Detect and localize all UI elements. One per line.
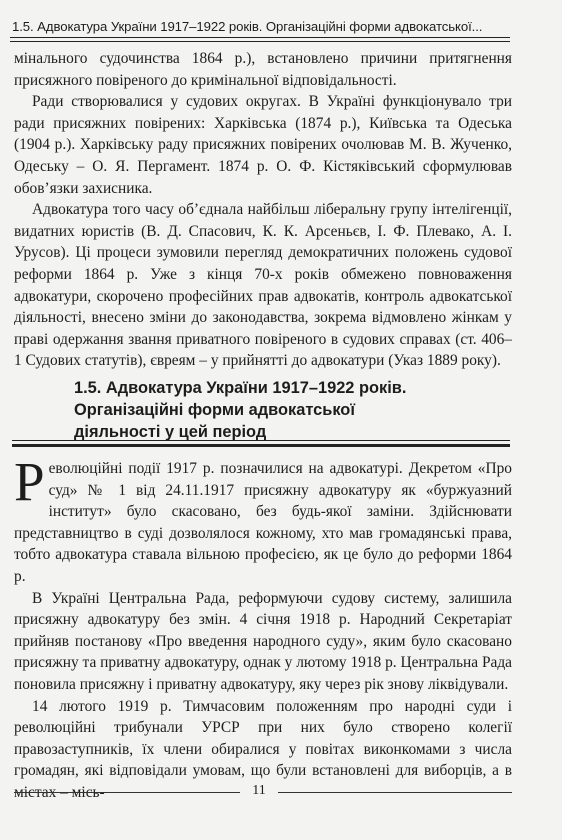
footer-rule-right [278,792,512,793]
drop-cap: Р [14,451,45,512]
paragraph-text: еволюційні події 1917 р. позначилися на адвокатурі. Декретом «Про суд» № 1 від 24.11.1917 присяжну адвокатуру як «буржуазний інститут» було скасовано, без будь-якої заміни. Здійснювати представництво в суді дозволялося кожному, хто мав громадянські права, тобто адвокатура ставала вільною професією, як це було до реформи 1864 р. [14,460,512,585]
running-head: 1.5. Адвокатура України 1917–1922 років. Організаційні форми адвокатської... [12,19,483,34]
paragraph-with-drop-cap [14,451,512,588]
top-text-block [14,48,512,372]
paragraph: Адвокатура того часу об’єднала найбільш ліберальну групу інтелігенції, видатних юристів (В. Д. Спасович, К. К. Арсеньєв, І. Ф. Плевако, А. І. Урусов). Ці процеси зумовили перегляд демократичних положень судової реформи 1864 р. Уже з кінця 70-х років обмежено повноваження адвокатури, скорочено професійних прав адвокатів, контроль адвокатської діяльності, внесено зміни до законодавства, зокрема відмовлено жінкам у праві одержання звання приватного повіреного в судових справах (ст. 406–1 Судових статутів), євреям – у прийнятті до адвокатури (Указ 1889 року). [14,201,512,370]
header-rule-second [10,41,510,42]
section-heading-line: діяльності у цей період [74,423,267,441]
section-heading-line: 1.5. Адвокатура України 1917–1922 років. [74,379,407,397]
page-number: 11 [252,783,266,798]
section-rule-thick [12,444,510,447]
section-heading-line: Організаційні форми адвокатської [74,401,355,419]
section-heading [74,377,504,443]
section-text-block [14,451,512,804]
paragraph: мінального судочинства 1864 р.), встановлено причини притягнення присяжного повіреного до кримінальної відповідальності. [14,50,512,89]
section-rule-thin [12,440,510,441]
paragraph: Ради створювалися у судових округах. В Україні функціонувало три ради присяжних повірених: Харківська (1874 р.), Київська та Одеська (1904 р.). Харківську раду присяжних повірених очолював М. В. Жученко, Одеську – О. Я. Пергамент. 1874 р. О. Ф. Кістяківський сформулював обов’язки захисника. [14,93,512,197]
paragraph: 14 лютого 1919 р. Тимчасовим положенням про народні суди і революційні трибунали УРСР при них було створено колегії правозаступників, їх члени обиралися у повітах виконкомами з числа громадян, які відповідали умовам, що були встановлені для виборців, а в містах – місь- [14,697,512,801]
header-rule-thin [10,37,510,38]
footer-rule-left [14,792,240,793]
paragraph: В Україні Центральна Рада, реформуючи судову систему, залишила присяжну адвокатуру без змін. 4 січня 1918 р. Народний Секретаріат прийняв постанову «Про введення народного суду», яким було скасовано присяжну та приватну адвокатуру, однак у лютому 1918 р. Центральна Рада поновила присяжну і приватну адвокатуру, яку через рік знову ліквідували. [14,589,512,693]
